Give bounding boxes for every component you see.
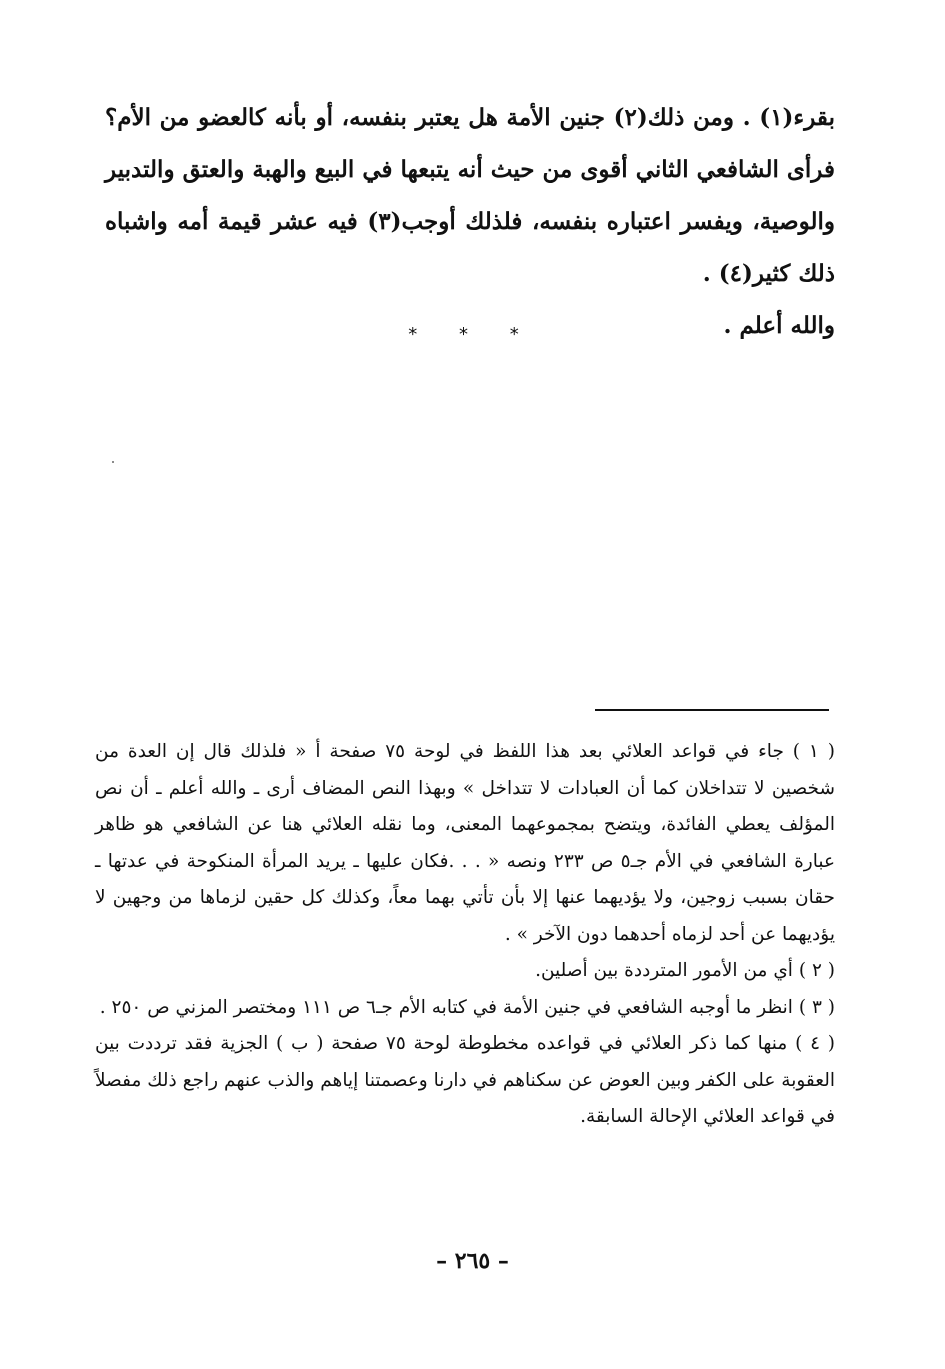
footnote-text: جاء في قواعد العلائي بعد هذا اللفظ في لوحة ٧٥ صفحة أ « فلذلك قال إن العدة من شخصين لا تتداخلان كما أن العبادات لا تتداخل » وبهذا النص المضاف أرى ـ والله أعلم ـ أن نص المؤلف يعطي الفائدة، ويتضح بمجموعهما المعنى، وما نقله العلائي هنا عن الشافعي هو ظاهر عبارة الشافعي في الأم جـ٥ ص ٢٣٣ ونصه « . . .فكان عليها ـ يريد المرأة المنكوحة في عدتها ـ حقان بسبب زوجين، ولا يؤديهما عنها إلا بأن تأتي بهما معاً، وكذلك كل حقين لزماها من وجهين لا يؤديهما عن أحد لزماه أحدهما دون الآخر » .	[95, 741, 835, 945]
footnote-3	[95, 990, 835, 1027]
footnote-4	[95, 1026, 835, 1136]
footnote-2	[95, 953, 835, 990]
footnote-1	[95, 734, 835, 953]
footnote-text: أي من الأمور المترددة بين أصلين.	[535, 960, 793, 981]
footnote-number: ( ٤ )	[795, 1033, 835, 1054]
page-number: – ٢٦٥ –	[436, 1248, 509, 1274]
section-separator: * * *	[408, 324, 537, 345]
footnote-number: ( ١ )	[792, 741, 835, 762]
footnote-text: انظر ما أوجبه الشافعي في جنين الأمة في كتابه الأم جـ٦ ص ١١١ ومختصر المزني ص ٢٥٠ .	[99, 996, 793, 1018]
scan-speck	[112, 461, 114, 463]
footnote-divider	[595, 709, 829, 711]
footnote-number: ( ٣ )	[798, 996, 835, 1018]
main-paragraph: بقرء(١) . ومن ذلك(٢) جنين الأمة هل يعتبر بنفسه، أو بأنه كالعضو من الأم؟ فرأى الشافعي الثاني أقوى من حيث أنه يتبعها في البيع والهبة والعتق والتدبير والوصية، ويفسر اعتباره بنفسه، فلذلك أوجب(٣) فيه عشر قيمة أمه واشباه ذلك كثير(٤) .	[105, 104, 835, 287]
footnote-number: ( ٢ )	[798, 960, 835, 981]
footnotes-block	[95, 734, 835, 1136]
footnote-text: منها كما ذكر العلائي في قواعده مخطوطة لوحة ٧٥ صفحة ( ب ) الجزية فقد ترددت بين العقوبة على الكفر وبين العوض عن سكناهم في دارنا وعصمتنا إياهم والذب عنهم راجع ذلك مفصلاً في قواعد العلائي الإحالة السابقة.	[95, 1033, 835, 1127]
closing-phrase: والله أعلم .	[723, 312, 835, 339]
main-text-block	[105, 92, 835, 352]
